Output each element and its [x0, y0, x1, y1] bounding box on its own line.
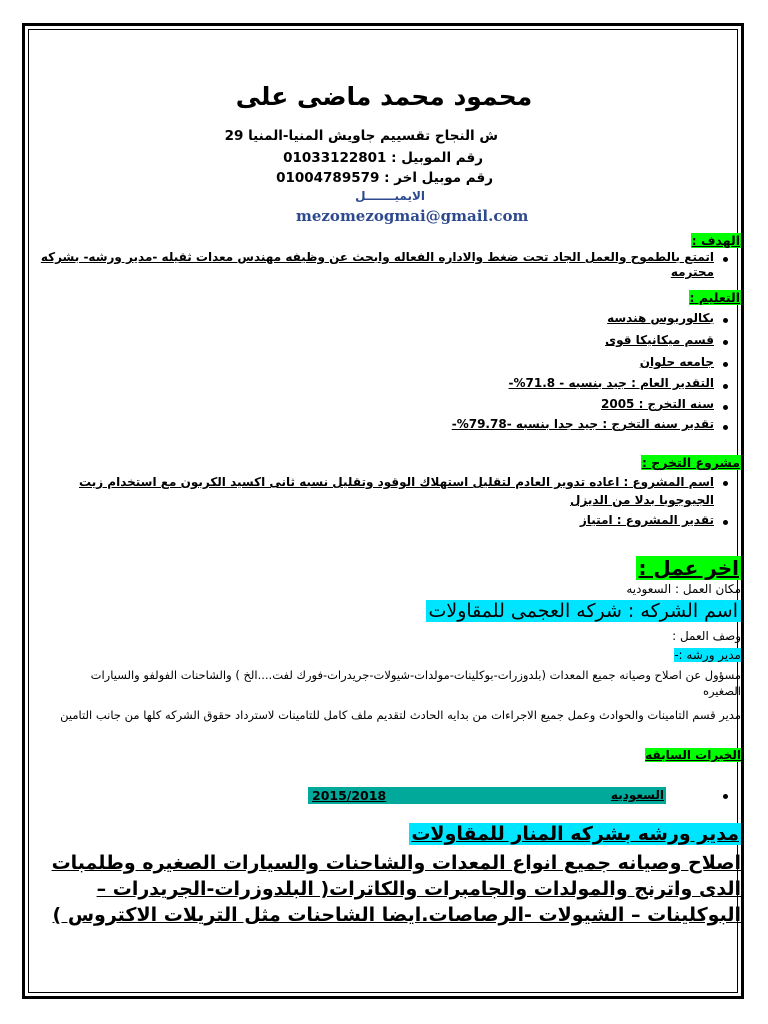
bullet	[723, 362, 728, 367]
last-work-heading: اخر عمل :	[638, 556, 739, 580]
project-grade: تقدير المشروع : امتياز	[579, 513, 714, 527]
bullet	[723, 384, 728, 389]
education-item: التقدير العام : جيد بنسبه - 71.8%-	[508, 376, 714, 390]
experience-title: مدير ورشه بشركه المنار للمقاولات	[411, 823, 739, 845]
email-label: الايميـــــــل	[355, 189, 425, 203]
work-role: مدير ورشه :-	[674, 648, 741, 662]
education-item: تقدير سنه التخرج : جيد جدا بنسبه -79.78%-	[451, 417, 714, 431]
education-item: جامعه حلوان	[639, 355, 714, 369]
email: mezomezogmai@gmail.com	[296, 207, 529, 225]
company-name: اسم الشركه : شركه العجمى للمقاولات	[426, 600, 742, 622]
experience-country: السعوديه	[610, 788, 664, 802]
previous-experience-heading: الخبرات السابقه	[645, 748, 741, 762]
objective-heading: الهدف :	[691, 233, 740, 248]
bullet	[723, 481, 728, 486]
work-description-label: وصف العمل :	[672, 629, 741, 643]
bullet	[723, 425, 728, 430]
experience-description: اصلاح وصيانه جميع انواع المعدات والشاحنات والسيارات الصغيره وطلمبات الدى واترنج والمولدات والجامبرات والكاترات( البلدوزرات-الجريدرات – البوكلينات – الشيولات -الرصاصات.ايضا الشاحنات مثل التريلات الاكتروس )	[51, 852, 741, 926]
bullet	[723, 318, 728, 323]
work-place: مكان العمل : السعوديه	[626, 582, 741, 596]
education-item: بكالوريوس هندسه	[607, 311, 714, 325]
education-item: سنه التخرج : 2005	[601, 397, 714, 411]
work-duty: مدير قسم التامينات والحوادث وعمل جميع الاجراءات من بدايه الحادث لتقديم ملف كامل للتامينات لاسترداد حقوق الشركه كلها من جانب التامين	[60, 708, 741, 722]
education-item: قسم ميكانيكا قوى	[605, 333, 714, 347]
bullet	[723, 340, 728, 345]
education-heading: التعليم :	[689, 290, 740, 305]
project-name: اسم المشروع : اعاده تدوير العادم لتقليل استهلاك الوقود وتقليل نسبه ثانى اكسيد الكربون مع استخدام زيت الجيوجوبا بدلا من الديزل	[79, 475, 714, 507]
bullet	[723, 405, 728, 410]
bullet	[723, 520, 728, 525]
candidate-name: محمود محمد ماضى على	[235, 82, 533, 111]
mobile: رقم الموبيل : 01033122801	[283, 150, 483, 166]
bullet	[723, 257, 728, 262]
bullet	[723, 794, 728, 799]
address: ش النجاح تقسييم جاويش المنيا-المنيا 29	[224, 128, 498, 144]
experience-years: 2015/2018	[312, 788, 387, 803]
project-heading: مشروع التخرج :	[641, 455, 740, 470]
objective-text: اتمتع بالطموح والعمل الجاد تحت ضغط والاداره الفعاله وابحث عن وظيفه مهندس معدات ثقيله -مدير ورشه- بشركه محترمه	[40, 250, 714, 279]
mobile-2: رقم موبيل اخر : 01004789579	[276, 170, 493, 186]
work-duty: مسؤول عن اصلاح وصيانه جميع المعدات (بلدوزرات-بوكلينات-مولدات-شيولات-جريدرات-فورك لفت....الخ ) والشاحنات الفولفو والسيارات الصغيره	[90, 668, 741, 698]
